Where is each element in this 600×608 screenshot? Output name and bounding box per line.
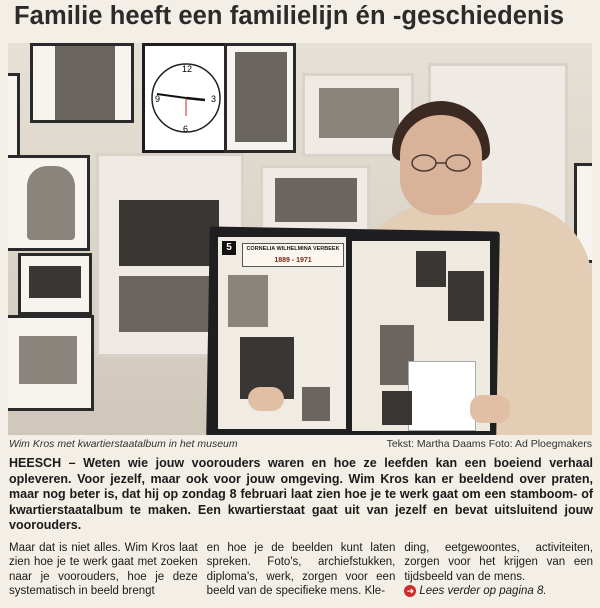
album-name-label: CORNELIA WILHELMINA VERBEEK [246, 246, 340, 252]
old-photo [119, 276, 219, 332]
old-photo [29, 266, 81, 298]
wall-frame [8, 155, 90, 251]
old-photo [319, 88, 399, 138]
wall-frame [224, 43, 296, 153]
svg-text:12: 12 [182, 64, 193, 74]
article-body [9, 541, 593, 598]
arrow-right-icon: ➜ [404, 585, 416, 597]
body-column-2: en hoe je de beelden kunt laten spreken. Foto's, archiefstukken, diploma's, werk, zorgen voor een beeld van de specifieke mens. Kle- [206, 542, 396, 597]
old-photo [416, 251, 446, 287]
continued-link[interactable] [404, 584, 593, 598]
album-right-page [352, 241, 490, 431]
body-column-1: Maar dat is niet alles. Wim Kros laat zien hoe je te werk gaat met zoeken naar je voorouders, hoe je deze systematisch in beeld brengt [9, 542, 198, 597]
wall-frame [8, 315, 94, 411]
old-photo [119, 200, 219, 266]
body-column-3-text: ding, eetgewoontes, activiteiten, zorgen voor het krijgen van een tijdsbeeld van de mens. [404, 542, 594, 583]
portrait-photo [27, 166, 75, 240]
album-page-number: 5 [222, 241, 236, 255]
photo-caption: Wim Kros met kwartierstaatalbum in het museum [9, 438, 238, 450]
old-photo [19, 336, 77, 384]
wall-frame [18, 253, 92, 315]
document-photo [228, 275, 268, 327]
right-hand [470, 395, 510, 423]
svg-text:6: 6 [183, 124, 189, 134]
body-column-3 [404, 541, 593, 598]
wall-frame [8, 73, 20, 159]
album-title-card [242, 243, 344, 267]
clock-face-icon [145, 46, 227, 150]
old-photo [55, 46, 115, 120]
svg-text:3: 3 [211, 94, 217, 104]
article-credits: Tekst: Martha Daams Foto: Ad Ploegmakers [386, 438, 592, 450]
article-lead: HEESCH – Weten wie jouw voorouders waren en hoe ze leefden kan een boeiend verhaal opleveren. Voor jezelf, maar ook voor jouw omgeving. Wim Kros kan er beeldend over praten, maar nog beter is, dat hij op zondag 8 februari laat zien hoe je te werk gaat om een stamboom- of kwartierstaatalbum te maken. Een kwartierstaat gaat uit van jezelf en bevat uitsluitend jouw voorouders. [9, 456, 593, 532]
portrait-photo [382, 391, 412, 425]
portrait-photo [448, 271, 484, 321]
wall-clock [142, 43, 230, 153]
glasses-icon [400, 115, 482, 215]
wall-frame [260, 165, 370, 237]
couple-photo [235, 52, 287, 142]
continued-text: Lees verder op pagina 8. [419, 584, 547, 597]
document-card [408, 361, 476, 431]
family-photo [275, 178, 357, 222]
wall-frame [30, 43, 134, 123]
article-headline: Familie heeft een familielijn én -geschiedenis [14, 2, 565, 30]
child-photo [302, 387, 330, 421]
album-years-label: 1889 - 1971 [274, 257, 312, 264]
left-hand [248, 387, 284, 411]
article-photo [8, 43, 592, 435]
person-face [400, 115, 482, 215]
svg-text:9: 9 [155, 94, 161, 104]
